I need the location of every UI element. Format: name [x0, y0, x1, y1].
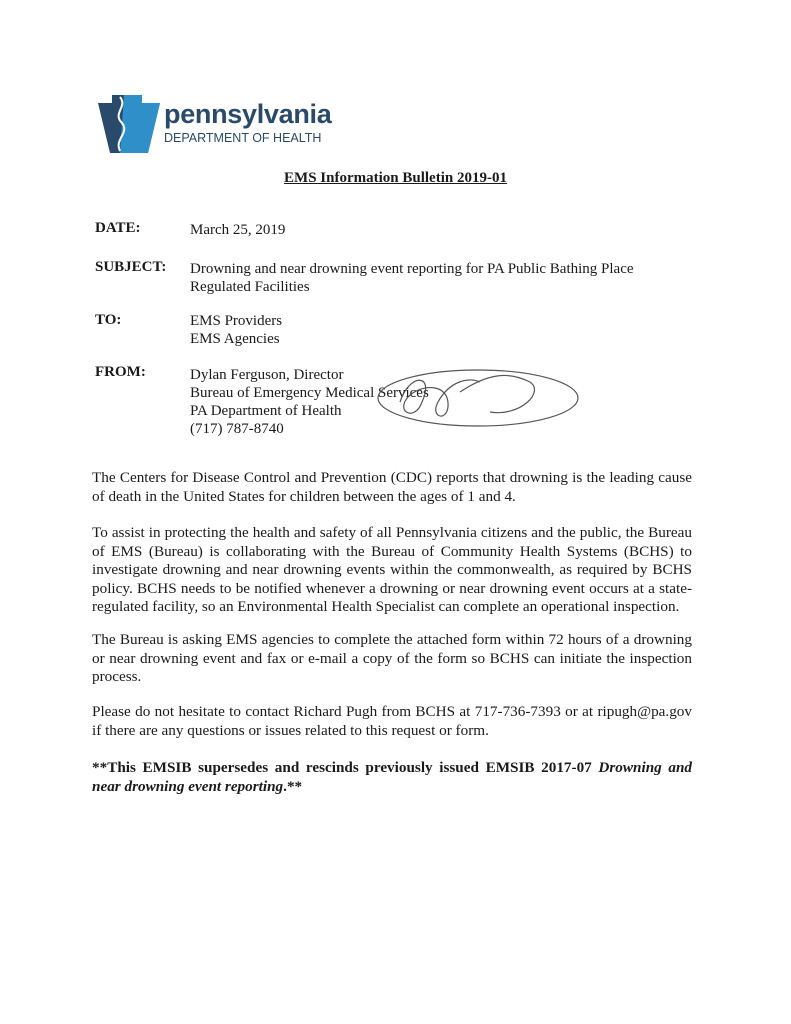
logo-brand: pennsylvania	[164, 99, 332, 129]
bulletin-title: EMS Information Bulletin 2019-01	[284, 170, 507, 186]
supersede-notice: **This EMSIB supersedes and rescinds previously issued EMSIB 2017-07 Drowning and near drowning event reporting.**	[92, 759, 692, 795]
subject-label: SUBJECT:	[95, 259, 167, 275]
date-label: DATE:	[95, 220, 141, 236]
subject-value: Drowning and near drowning event reporting for PA Public Bathing Place Regulated Facilities	[190, 261, 634, 295]
paragraph-contact: Please do not hesitate to contact Richard Pugh from BCHS at 717-736-7393 or at ripugh@pa.gov if there are any questions or issues related to this request or form.	[92, 703, 692, 739]
paragraph-request: The Bureau is asking EMS agencies to complete the attached form within 72 hours of a drowning or near drowning event and fax or e-mail a copy of the form so BCHS can initiate the inspection process.	[92, 631, 692, 686]
to-label: TO:	[95, 312, 122, 328]
from-value: Dylan Ferguson, Director Bureau of Emergency Medical Services PA Department of Health (717) 787-8740	[190, 367, 429, 437]
paragraph-collaboration: To assist in protecting the health and safety of all Pennsylvania citizens and the public, the Bureau of EMS (Bureau) is collaborating with the Bureau of Community Health Systems (BCHS) to investigate drowning and near drowning events within the commonwealth, as required by BCHS policy. BCHS needs to be notified whenever a drowning or near drowning event occurs at a state- regulated facility, so an Environmental Health Specialist can complete an operational inspection.	[92, 524, 692, 616]
signature	[360, 362, 580, 437]
date-value: March 25, 2019	[190, 222, 286, 238]
from-label: FROM:	[95, 364, 146, 380]
keystone-icon	[98, 93, 160, 153]
to-value: EMS Providers EMS Agencies	[190, 313, 283, 347]
paragraph-cdc: The Centers for Disease Control and Prevention (CDC) reports that drowning is the leading cause of death in the United States for children between the ages of 1 and 4.	[92, 469, 692, 505]
logo-department: DEPARTMENT OF HEALTH	[164, 131, 322, 145]
